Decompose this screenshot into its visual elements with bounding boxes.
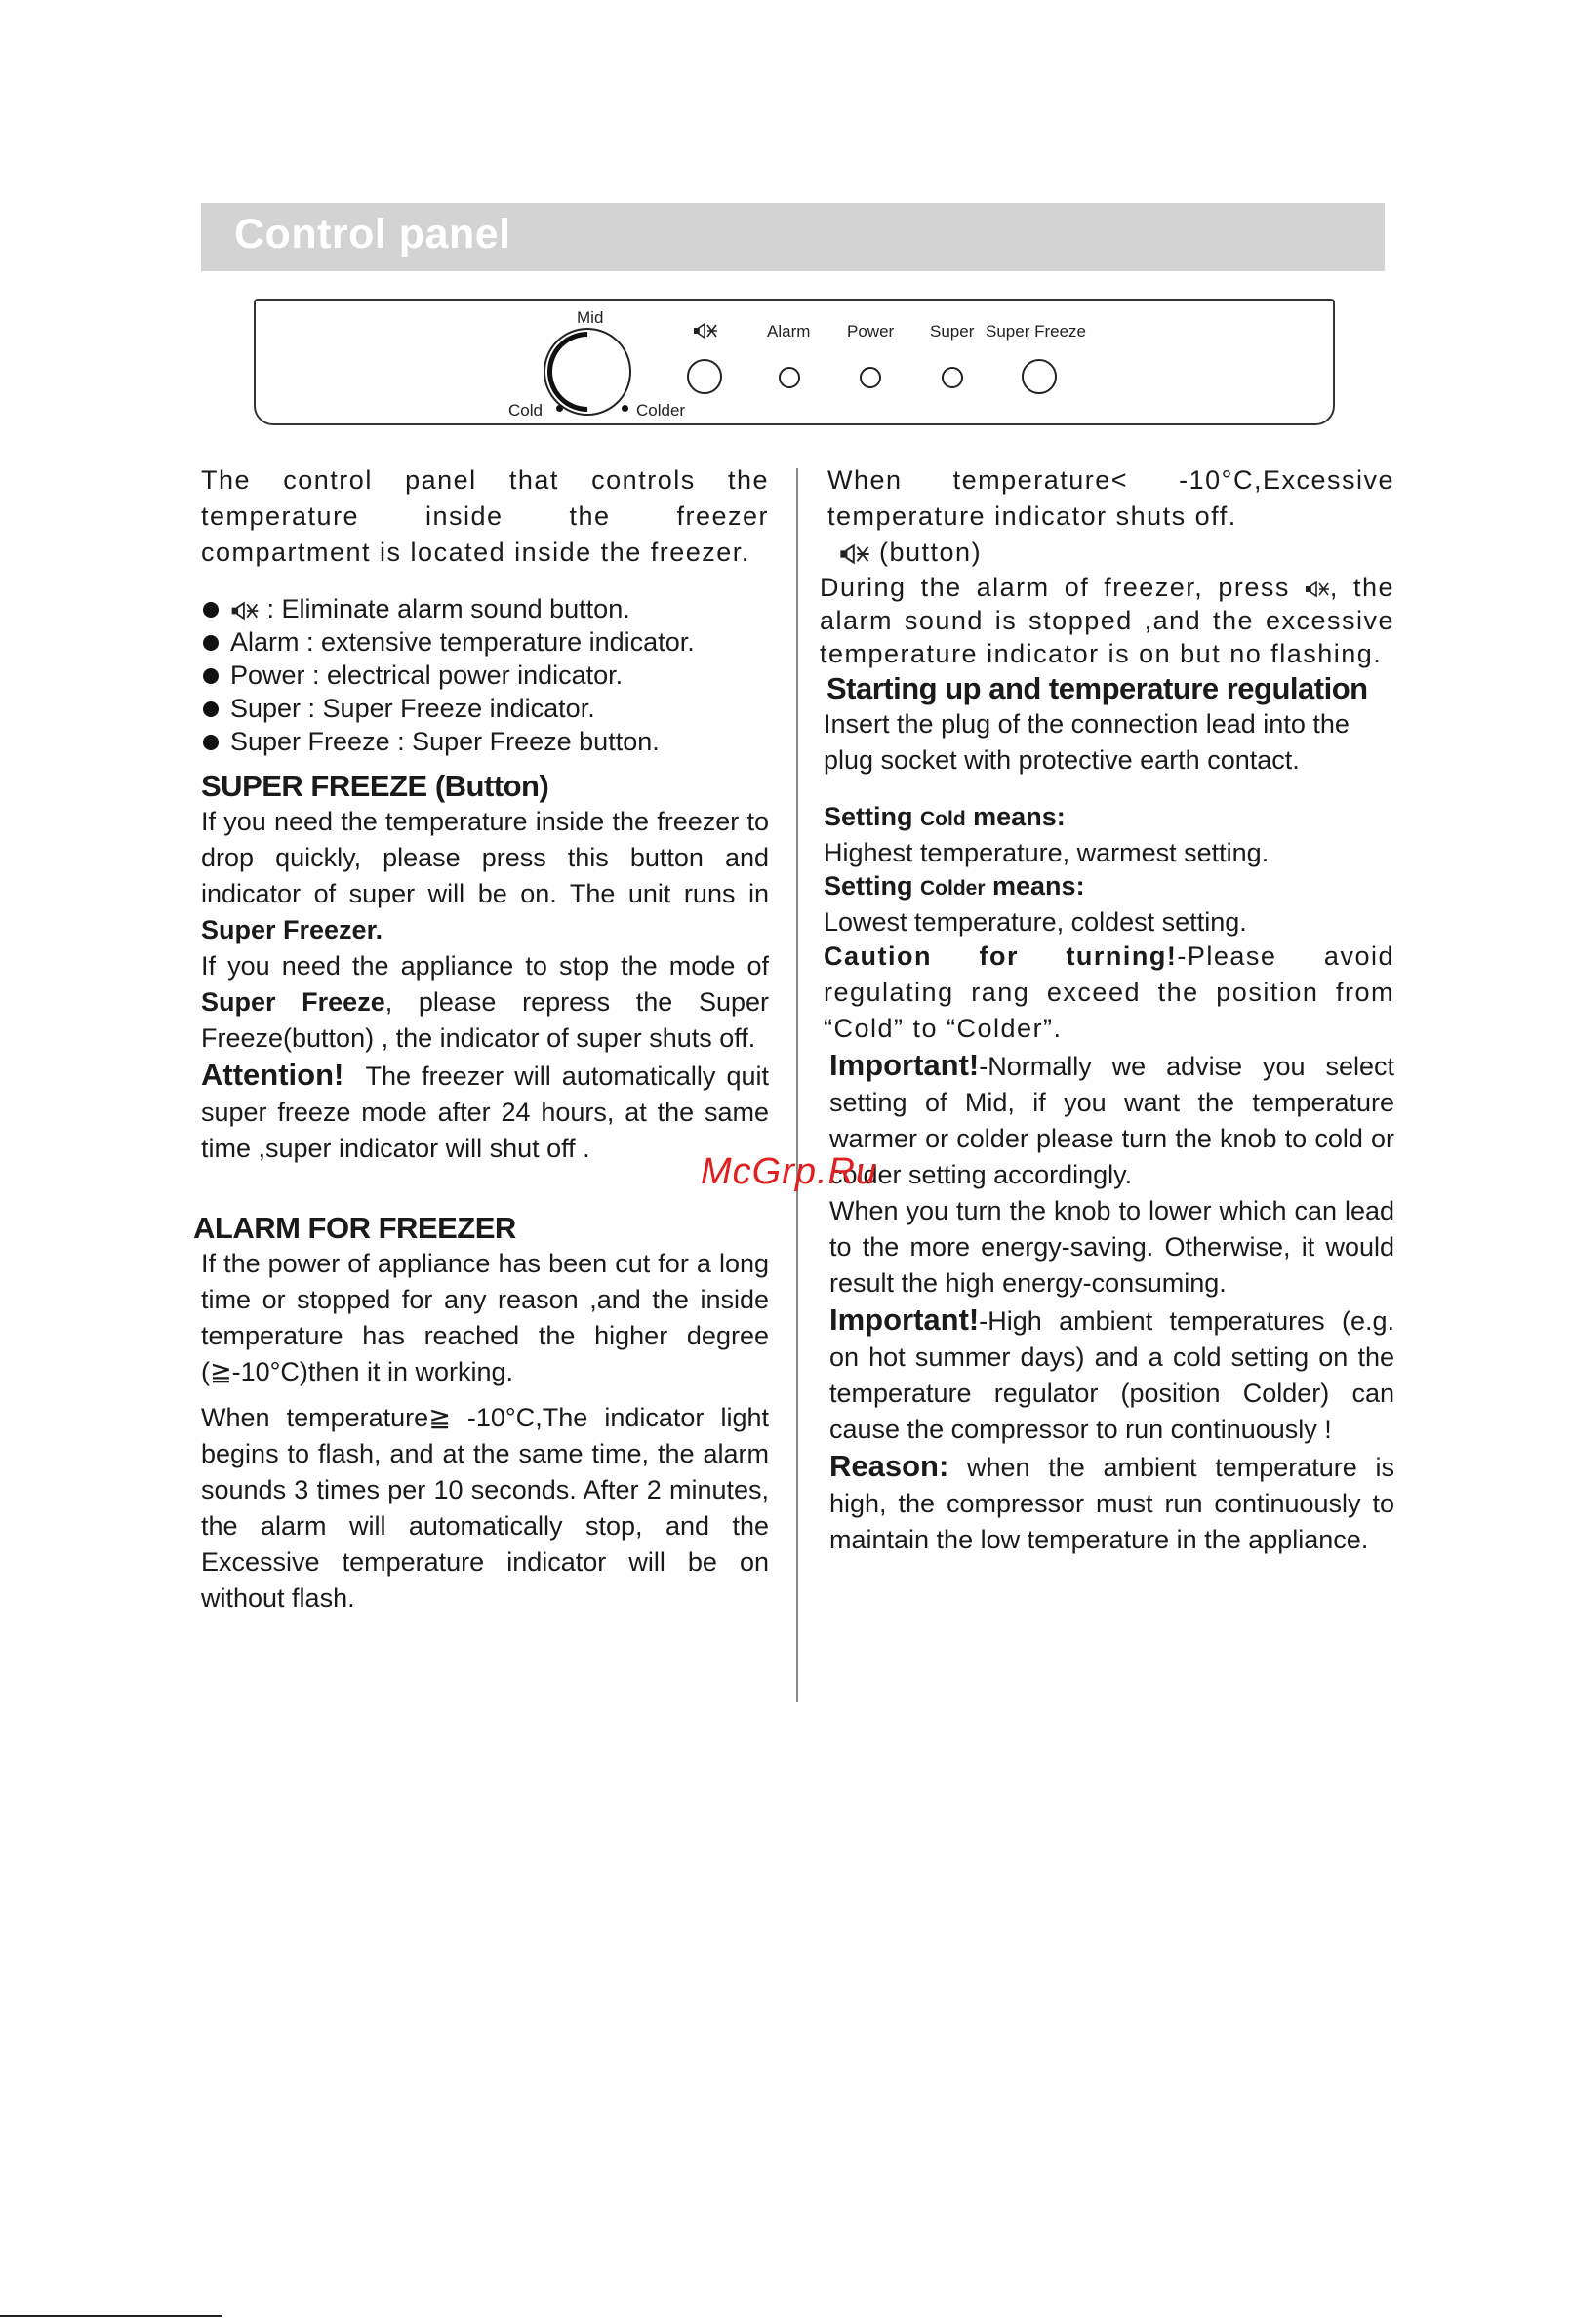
knob-label-cold: Cold: [508, 401, 543, 420]
knob-mark-colder: [622, 405, 628, 412]
important-label: Important!: [829, 1302, 980, 1337]
page-title: Control panel: [234, 211, 511, 258]
column-divider: [796, 468, 798, 1702]
startup-heading: Starting up and temperature regulation: [826, 671, 1368, 705]
knob-energy-paragraph: When you turn the knob to lower which can lead to the more energy-saving. Otherwise, it would result the high energy-consuming.: [829, 1196, 1394, 1298]
speaker-mute-icon: [1305, 573, 1330, 602]
list-item-text: Power : electrical power indicator.: [230, 661, 624, 690]
label-alarm: Alarm: [767, 322, 811, 341]
power-indicator: [860, 367, 881, 388]
important-paragraph-2: Important!-High ambient temperatures (e.g. on hot summer days) and a cold setting on the temperature regulator (position Colder) can cause the compressor to run continuously !: [829, 1302, 1394, 1444]
watermark: McGrp.Ru: [701, 1151, 878, 1192]
label-power: Power: [847, 322, 895, 341]
list-item: [201, 592, 769, 625]
label-super-freeze: Super Freeze: [986, 322, 1086, 341]
super-freeze-paragraph-2: If you need the appliance to stop the mode of Super Freeze, please repress the Super Freeze(button) , the indicator of super shuts off.: [201, 951, 769, 1053]
list-item: [201, 725, 769, 758]
startup-paragraph: Insert the plug of the connection lead into the plug socket with protective earth contact.: [824, 709, 1350, 775]
list-item: [201, 692, 769, 725]
attention-label: Attention!: [201, 1058, 344, 1092]
colder-setting-heading: Setting Colder means:: [824, 871, 1085, 901]
super-indicator: [942, 367, 963, 388]
colder-setting-desc: Lowest temperature, coldest setting.: [824, 907, 1247, 937]
important-paragraph-1: Important!-Normally we advise you select setting of Mid, if you want the temperature warmer or colder please turn the knob to cold or colder setting accordingly.: [829, 1048, 1394, 1189]
alarm-indicator: [779, 367, 800, 388]
knob-label-colder: Colder: [636, 401, 686, 420]
list-item-text: Super Freeze : Super Freeze button.: [230, 727, 660, 756]
reason-label: Reason:: [829, 1449, 949, 1483]
list-item-text: Alarm : extensive temperature indicator.: [230, 627, 695, 657]
list-item: [201, 625, 769, 659]
right-column: [820, 462, 1394, 1558]
label-super: Super: [930, 322, 975, 341]
caution-paragraph: Caution for turning!-Please avoid regulating rang exceed the position from “Cold” to “Colder”.: [824, 942, 1394, 1043]
super-freeze-button: [1022, 359, 1057, 394]
cold-setting-heading: Setting Cold means:: [824, 802, 1066, 831]
section-header: [201, 203, 1385, 271]
speaker-mute-icon: [839, 538, 870, 567]
temperature-knob: [544, 328, 631, 416]
super-freeze-heading: SUPER FREEZE (Button): [201, 769, 549, 803]
caution-label: Caution for turning!: [824, 942, 1178, 971]
alarm-paragraph-1: If the power of appliance has been cut for a long time or stopped for any reason ,and the inside temperature has reached the higher degree (≧-10°C)then it in working.: [201, 1249, 769, 1386]
alarm-heading: ALARM FOR FREEZER: [193, 1211, 516, 1245]
attention-paragraph: Attention! The freezer will automatically quit super freeze mode after 24 hours, at the same time ,super indicator will shut off .: [201, 1058, 769, 1163]
super-freeze-paragraph-1: If you need the temperature inside the freezer to drop quickly, please press this button and indicator of super will be on. The unit runs in Super Freezer.: [201, 807, 769, 944]
temperature-low-paragraph: When temperature< -10°C,Excessive temperature indicator shuts off.: [827, 465, 1394, 531]
indicator-list: [201, 592, 769, 758]
button-paragraph: During the alarm of freezer, press , the alarm sound is stopped ,and the excessive temperature indicator is on but no flashing.: [820, 573, 1394, 668]
alarm-paragraph-2: When temperature≧ -10°C,The indicator light begins to flash, and at the same time, the alarm sounds 3 times per 10 seconds. After 2 minutes, the alarm will automatically stop, and the Excessive temperature indicator will be on without flash.: [201, 1403, 769, 1613]
button-heading: (button): [839, 535, 1394, 571]
list-item-text: Super : Super Freeze indicator.: [230, 694, 595, 723]
speaker-mute-icon: [230, 594, 260, 623]
list-item-text: : Eliminate alarm sound button.: [266, 594, 630, 623]
footer-rule: [0, 2315, 222, 2317]
control-panel-diagram: [254, 299, 1335, 425]
intro-paragraph: The control panel that controls the temperature inside the freezer compartment is located inside the freezer.: [201, 465, 769, 567]
knob-label-mid: Mid: [577, 308, 604, 327]
list-item: [201, 659, 769, 692]
knob-mark-cold: [556, 405, 563, 412]
reason-paragraph: Reason: when the ambient temperature is high, the compressor must run continuously to maintain the low temperature in the appliance.: [829, 1449, 1394, 1554]
speaker-mute-icon: [693, 322, 718, 344]
important-label: Important!: [829, 1048, 980, 1082]
cold-setting-desc: Highest temperature, warmest setting.: [824, 838, 1270, 867]
alarm-mute-button: [687, 359, 722, 394]
left-column: [193, 462, 769, 1617]
